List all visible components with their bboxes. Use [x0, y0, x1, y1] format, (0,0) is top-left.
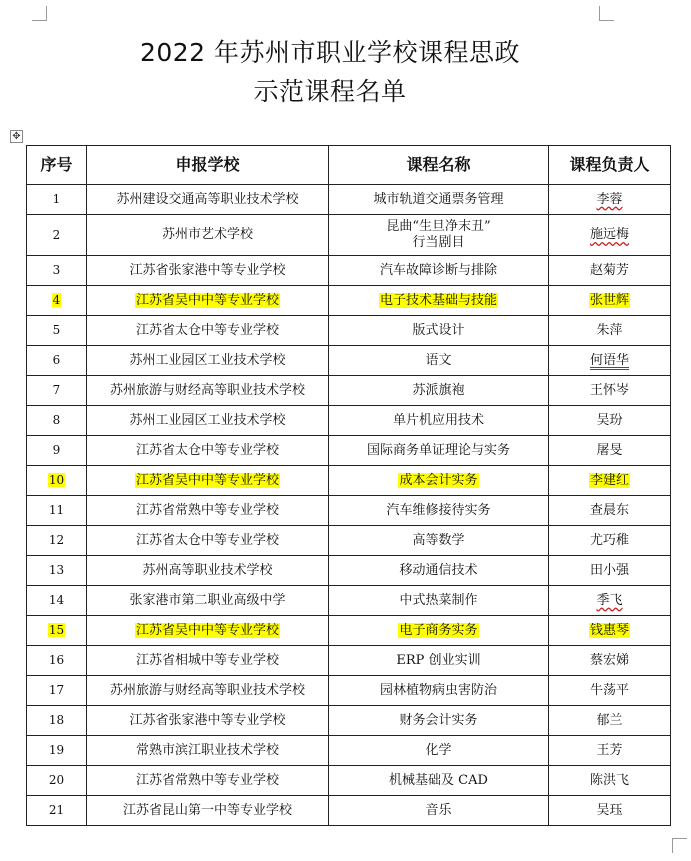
- course-name-cell: [329, 646, 549, 676]
- table-row: [27, 616, 671, 646]
- course-lead: 王怀岑: [589, 382, 629, 398]
- school-name: 苏州工业园区工业技术学校: [129, 412, 286, 428]
- school-name: 张家港市第二职业高级中学: [129, 592, 286, 608]
- course-name-cell: [329, 526, 549, 556]
- course-lead: 王芳: [596, 742, 623, 758]
- course-lead-cell: [549, 185, 671, 215]
- course-name: [329, 219, 548, 251]
- row-number-cell: [27, 526, 87, 556]
- school-name: 江苏省吴中中等专业学校: [135, 472, 279, 488]
- school-name: 江苏省常熟中等专业学校: [135, 502, 279, 518]
- table-row: [27, 646, 671, 676]
- school-name: 常熟市滨江职业技术学校: [135, 742, 279, 758]
- course-lead: 赵菊芳: [589, 262, 629, 278]
- page-corner-mark-top-right: [599, 6, 614, 21]
- school-name-cell: [87, 376, 329, 406]
- course-name: 财务会计实务: [399, 712, 478, 728]
- course-lead-cell: [549, 406, 671, 436]
- table-row: [27, 215, 671, 256]
- table-row: [27, 316, 671, 346]
- course-name: 汽车维修接待实务: [386, 502, 491, 518]
- course-lead-cell: [549, 766, 671, 796]
- row-number-cell: [27, 616, 87, 646]
- school-name: 苏州市艺术学校: [161, 227, 253, 242]
- school-name-cell: [87, 526, 329, 556]
- course-lead: 张世辉: [589, 292, 629, 308]
- course-name-cell: [329, 376, 549, 406]
- course-lead-cell: [549, 376, 671, 406]
- course-name: 电子技术基础与技能: [379, 292, 497, 308]
- course-name: 化学: [425, 742, 452, 758]
- row-number-cell: [27, 215, 87, 256]
- course-lead: 尤巧稚: [589, 532, 629, 548]
- course-lead: 钱惠琴: [589, 622, 629, 638]
- table-row: [27, 496, 671, 526]
- school-name: 苏州建设交通高等职业技术学校: [116, 191, 299, 207]
- course-lead-cell: [549, 436, 671, 466]
- row-number: 19: [48, 743, 65, 757]
- row-number-cell: [27, 256, 87, 286]
- course-name: 音乐: [425, 802, 452, 818]
- school-name-cell: [87, 736, 329, 766]
- course-name-cell: [329, 215, 549, 256]
- row-number: 12: [48, 533, 65, 547]
- school-name: 江苏省张家港中等专业学校: [129, 262, 286, 278]
- school-name-cell: [87, 466, 329, 496]
- course-name: 单片机应用技术: [392, 412, 484, 428]
- row-number: 6: [52, 353, 61, 367]
- course-name: 高等数学: [412, 532, 465, 548]
- school-name-cell: [87, 556, 329, 586]
- row-number: 20: [48, 773, 65, 787]
- row-number: 7: [52, 383, 61, 397]
- header-school: 申报学校: [87, 146, 329, 185]
- school-name-cell: [87, 406, 329, 436]
- course-lead: 查晨东: [589, 502, 629, 518]
- row-number-cell: [27, 796, 87, 826]
- table-row: [27, 406, 671, 436]
- course-lead-cell: [549, 736, 671, 766]
- school-name: 苏州工业园区工业技术学校: [129, 352, 286, 368]
- course-name-cell: [329, 736, 549, 766]
- table-row: [27, 676, 671, 706]
- course-lead: 何语华: [589, 352, 629, 368]
- course-lead-cell: [549, 496, 671, 526]
- course-lead-cell: [549, 286, 671, 316]
- course-table: [26, 145, 671, 826]
- school-name-cell: [87, 436, 329, 466]
- course-lead: 吴珏: [596, 802, 623, 818]
- row-number: 4: [52, 293, 61, 307]
- row-number-cell: [27, 286, 87, 316]
- course-lead: 屠旻: [596, 442, 623, 458]
- school-name: 江苏省太仓中等专业学校: [135, 442, 279, 458]
- school-name: 江苏省常熟中等专业学校: [135, 772, 279, 788]
- table-row: [27, 436, 671, 466]
- row-number: 5: [52, 323, 61, 337]
- course-lead-cell: [549, 646, 671, 676]
- course-lead-cell: [549, 676, 671, 706]
- school-name: 江苏省相城中等专业学校: [135, 652, 279, 668]
- school-name: 江苏省吴中中等专业学校: [135, 622, 279, 638]
- row-number: 3: [52, 263, 61, 277]
- school-name: 苏州旅游与财经高等职业技术学校: [109, 382, 305, 398]
- course-lead: 李蓉: [596, 191, 623, 207]
- row-number: 18: [48, 713, 65, 727]
- course-name: 成本会计实务: [399, 472, 478, 488]
- row-number-cell: [27, 346, 87, 376]
- course-lead: 牛荡平: [589, 682, 629, 698]
- course-lead-cell: [549, 215, 671, 256]
- school-name: 江苏省昆山第一中等专业学校: [122, 802, 292, 818]
- course-lead-cell: [549, 346, 671, 376]
- school-name-cell: [87, 676, 329, 706]
- course-lead-cell: [549, 526, 671, 556]
- course-lead-cell: [549, 316, 671, 346]
- school-name-cell: [87, 286, 329, 316]
- row-number-cell: [27, 436, 87, 466]
- school-name-cell: [87, 316, 329, 346]
- row-number: 11: [48, 503, 65, 517]
- row-number-cell: [27, 646, 87, 676]
- header-lead: 课程负责人: [549, 146, 671, 185]
- page-corner-mark-top-left: [32, 6, 47, 21]
- course-name: 园林植物病虫害防治: [379, 682, 497, 698]
- school-name-cell: [87, 616, 329, 646]
- row-number: 21: [48, 803, 65, 817]
- school-name: 江苏省吴中中等专业学校: [135, 292, 279, 308]
- course-lead: 施远梅: [589, 227, 629, 242]
- course-name-cell: [329, 185, 549, 215]
- school-name-cell: [87, 256, 329, 286]
- school-name-cell: [87, 796, 329, 826]
- course-name: ERP 创业实训: [396, 652, 481, 668]
- course-name: 语文: [425, 352, 452, 368]
- course-name-cell: [329, 556, 549, 586]
- row-number-cell: [27, 736, 87, 766]
- table-row: [27, 376, 671, 406]
- row-number: 15: [48, 623, 65, 637]
- row-number-cell: [27, 316, 87, 346]
- document-title-line2: 示范课程名单: [253, 77, 407, 106]
- row-number-cell: [27, 766, 87, 796]
- document-title-line1: 2022 年苏州市职业学校课程思政: [139, 38, 521, 67]
- course-lead: 吴玢: [596, 412, 623, 428]
- school-name-cell: [87, 586, 329, 616]
- course-name-cell: [329, 256, 549, 286]
- school-name-cell: [87, 346, 329, 376]
- course-name: 苏派旗袍: [412, 382, 465, 398]
- course-name: 城市轨道交通票务管理: [373, 191, 504, 207]
- move-cross-icon[interactable]: ✥: [10, 130, 23, 143]
- course-name-cell: [329, 406, 549, 436]
- course-name-cell: [329, 586, 549, 616]
- course-lead: 蔡宏娣: [589, 652, 629, 668]
- table-row: [27, 256, 671, 286]
- course-lead: 季飞: [596, 592, 623, 608]
- course-lead: 陈洪飞: [589, 772, 629, 788]
- course-lead-cell: [549, 616, 671, 646]
- row-number: 14: [48, 593, 65, 607]
- course-name: 国际商务单证理论与实务: [366, 442, 510, 458]
- table-row: [27, 466, 671, 496]
- school-name-cell: [87, 646, 329, 676]
- school-name: 江苏省太仓中等专业学校: [135, 532, 279, 548]
- course-name-cell: [329, 436, 549, 466]
- course-name-cell: [329, 706, 549, 736]
- course-name-line: 昆曲“生旦净末丑”: [386, 219, 491, 234]
- school-name-cell: [87, 215, 329, 256]
- row-number-cell: [27, 466, 87, 496]
- course-name: 机械基础及 CAD: [389, 772, 488, 788]
- header-number: 序号: [27, 146, 87, 185]
- course-name: 汽车故障诊断与排除: [379, 262, 497, 278]
- course-name-cell: [329, 496, 549, 526]
- row-number-cell: [27, 496, 87, 526]
- table-row: [27, 556, 671, 586]
- school-name: 江苏省太仓中等专业学校: [135, 322, 279, 338]
- table-row: [27, 286, 671, 316]
- row-number-cell: [27, 676, 87, 706]
- course-name-cell: [329, 346, 549, 376]
- table-header-row: [27, 146, 671, 185]
- row-number: 17: [48, 683, 65, 697]
- course-lead: 田小强: [589, 562, 629, 578]
- row-number: 16: [48, 653, 65, 667]
- table-row: [27, 796, 671, 826]
- row-number: 2: [52, 227, 61, 242]
- row-number-cell: [27, 586, 87, 616]
- page-corner-mark-bottom-right: [672, 838, 687, 853]
- school-name: 苏州高等职业技术学校: [142, 562, 273, 578]
- course-name-cell: [329, 766, 549, 796]
- row-number-cell: [27, 376, 87, 406]
- row-number: 1: [52, 192, 61, 206]
- course-lead-cell: [549, 466, 671, 496]
- school-name-cell: [87, 706, 329, 736]
- row-number-cell: [27, 185, 87, 215]
- course-name-cell: [329, 286, 549, 316]
- course-name-cell: [329, 466, 549, 496]
- course-name: 电子商务实务: [399, 622, 478, 638]
- school-name: 江苏省张家港中等专业学校: [129, 712, 286, 728]
- table-row: [27, 766, 671, 796]
- school-name-cell: [87, 185, 329, 215]
- course-name-line: 行当剧目: [412, 235, 465, 250]
- course-name: 版式设计: [412, 322, 465, 338]
- course-lead-cell: [549, 556, 671, 586]
- course-lead: 李建红: [589, 472, 629, 488]
- course-name-cell: [329, 676, 549, 706]
- row-number: 13: [48, 563, 65, 577]
- school-name-cell: [87, 766, 329, 796]
- school-name-cell: [87, 496, 329, 526]
- school-name: 苏州旅游与财经高等职业技术学校: [109, 682, 305, 698]
- course-name: 中式热菜制作: [399, 592, 478, 608]
- course-lead: 朱萍: [596, 322, 623, 338]
- course-name-cell: [329, 796, 549, 826]
- header-course: 课程名称: [329, 146, 549, 185]
- row-number-cell: [27, 556, 87, 586]
- course-lead-cell: [549, 256, 671, 286]
- table-row: [27, 586, 671, 616]
- course-name: 移动通信技术: [399, 562, 478, 578]
- course-lead-cell: [549, 796, 671, 826]
- table-row: [27, 346, 671, 376]
- row-number: 9: [52, 443, 61, 457]
- row-number: 10: [48, 473, 65, 487]
- course-name-cell: [329, 616, 549, 646]
- course-lead-cell: [549, 586, 671, 616]
- table-row: [27, 706, 671, 736]
- row-number: 8: [52, 413, 61, 427]
- course-lead: 郁兰: [596, 712, 623, 728]
- course-lead-cell: [549, 706, 671, 736]
- course-name-cell: [329, 316, 549, 346]
- table-row: [27, 185, 671, 215]
- table-row: [27, 736, 671, 766]
- table-row: [27, 526, 671, 556]
- row-number-cell: [27, 706, 87, 736]
- row-number-cell: [27, 406, 87, 436]
